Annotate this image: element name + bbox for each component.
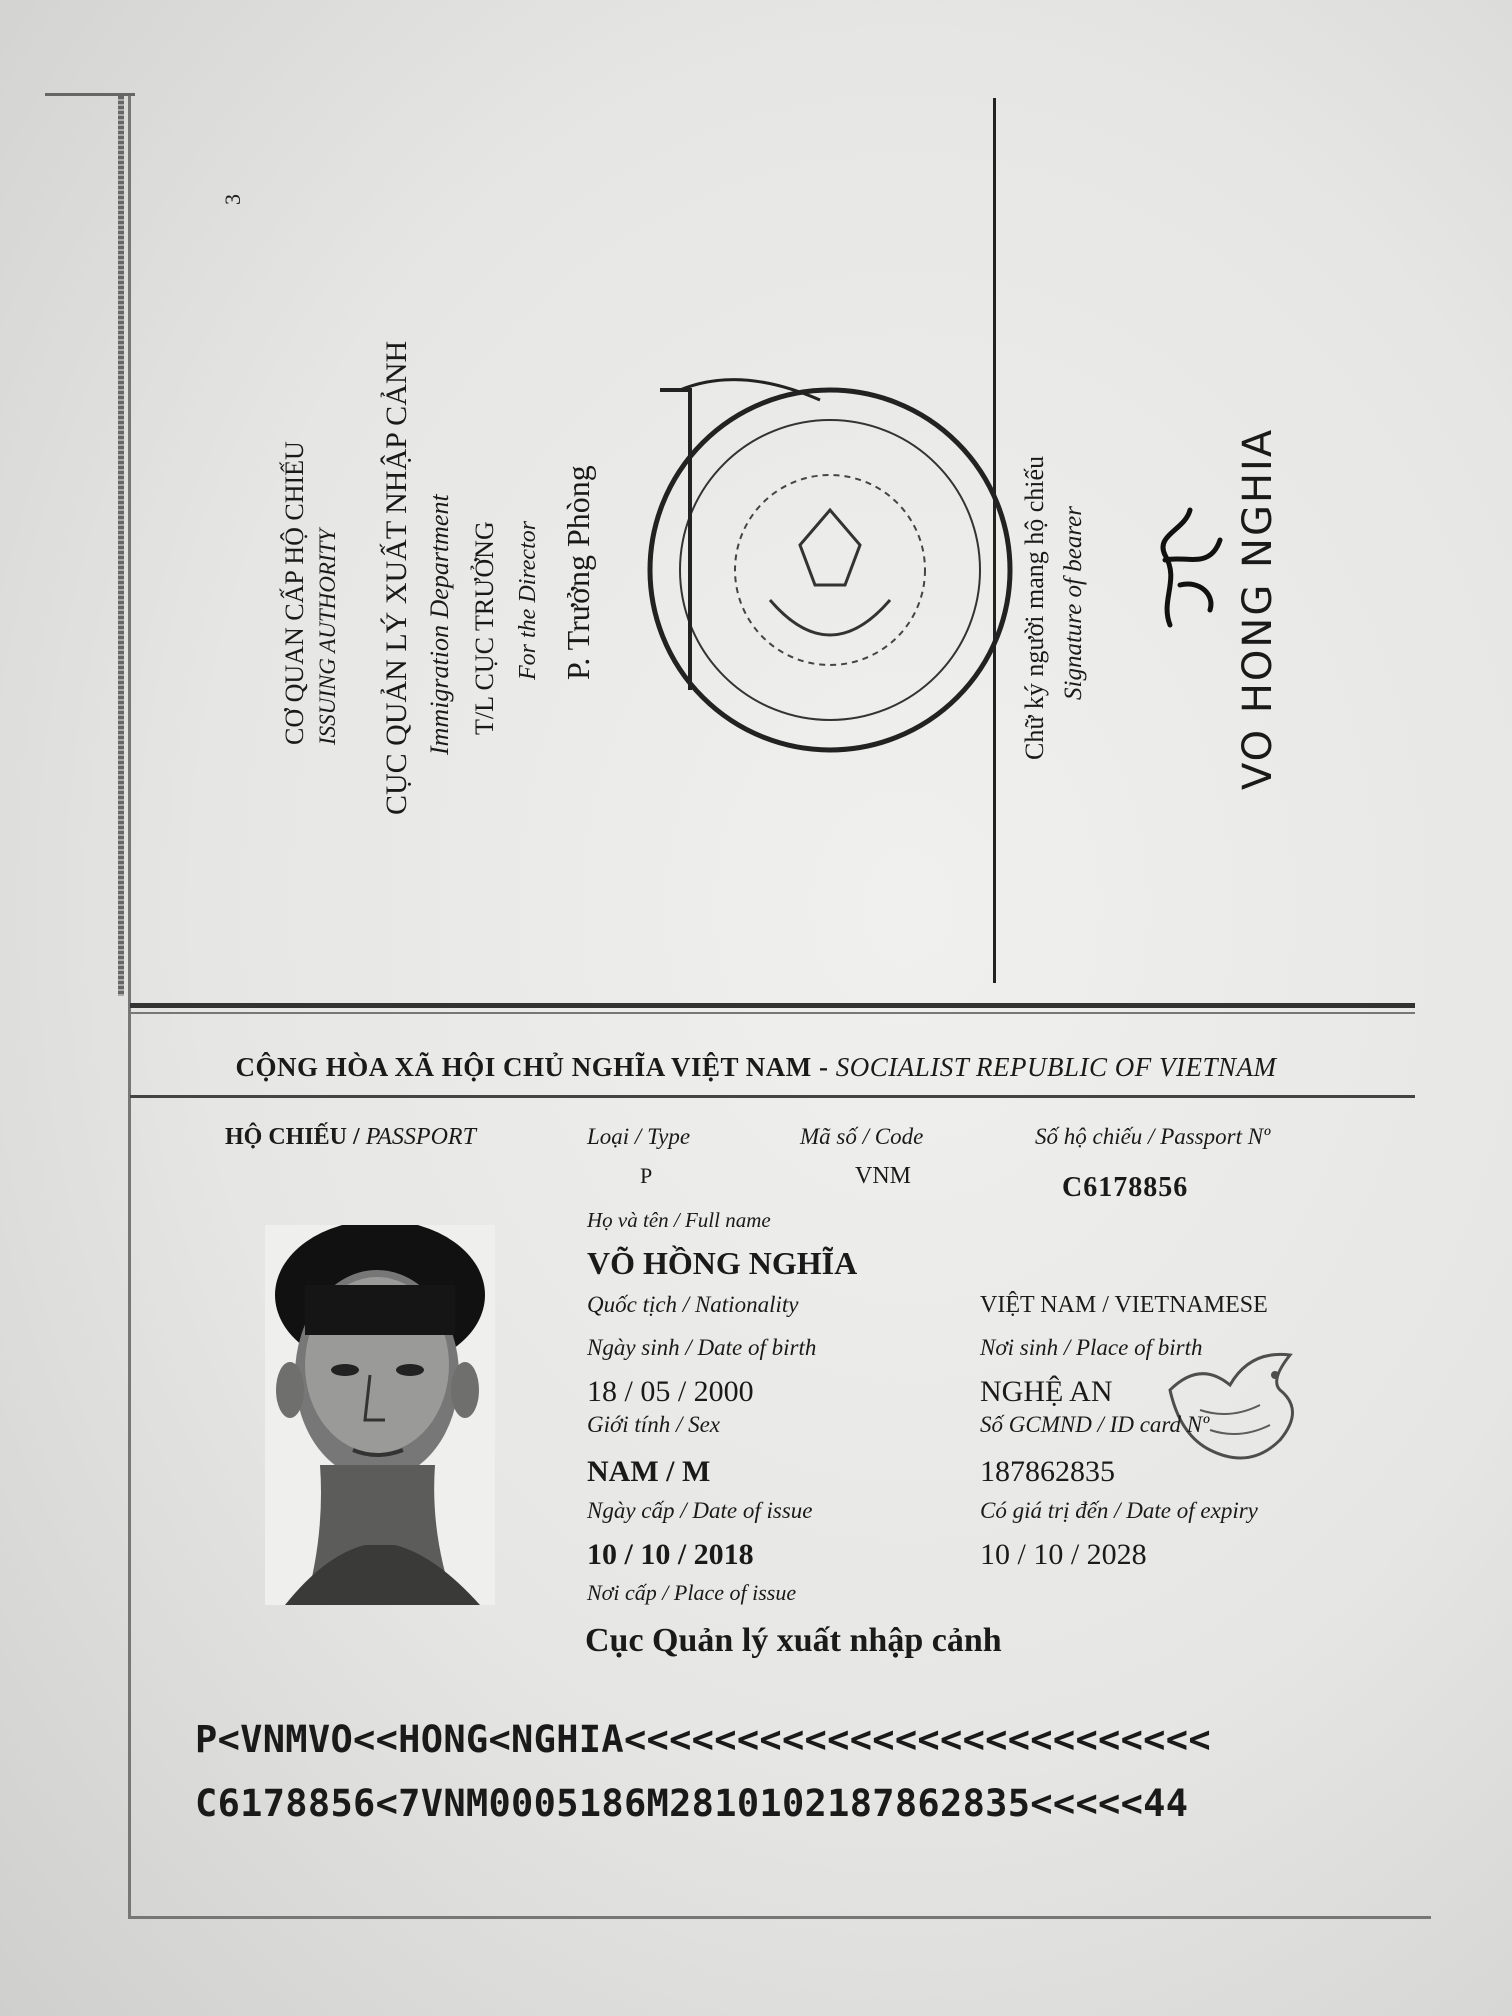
expiry-label: Có giá trị đến / Date of expiry <box>980 1498 1258 1523</box>
department-en: Immigration Department <box>425 494 454 755</box>
issuing-authority-vi: CƠ QUAN CẤP HỘ CHIẾU <box>280 441 309 745</box>
code-label: Mã số / Code <box>800 1124 924 1149</box>
issue-date-label: Ngày cấp / Date of issue <box>587 1498 813 1523</box>
dob-value: 18 / 05 / 2000 <box>587 1375 754 1408</box>
full-name-value: VÕ HỒNG NGHĨA <box>587 1245 858 1281</box>
dob-label: Ngày sinh / Date of birth <box>587 1335 817 1360</box>
official-seal-stamp <box>620 370 1020 770</box>
mrz-line-1: P<VNMVO<<HONG<NGHIA<<<<<<<<<<<<<<<<<<<<<<<<<< <box>195 1718 1211 1761</box>
page-number: 3 <box>220 194 245 205</box>
signature-column-divider <box>993 98 996 983</box>
page-divider <box>130 1003 1415 1008</box>
id-card-value: 187862835 <box>980 1455 1115 1488</box>
bearer-signature <box>1140 500 1230 630</box>
holder-photo <box>265 1225 495 1605</box>
passport-number-value: C6178856 <box>1062 1172 1189 1203</box>
type-label: Loại / Type <box>587 1124 691 1149</box>
signature-label-en: Signature of bearer <box>1060 506 1087 700</box>
upper-page <box>0 0 1512 1000</box>
type-value: P <box>640 1163 653 1188</box>
sex-value: NAM / M <box>587 1455 711 1488</box>
republic-header <box>0 1052 1512 1083</box>
for-director-en: For the Director <box>515 520 541 680</box>
issue-place-value: Cục Quản lý xuất nhập cảnh <box>585 1622 1002 1659</box>
full-name-label: Họ và tên / Full name <box>587 1208 771 1232</box>
signature-label-vi: Chữ ký người mang hộ chiếu <box>1020 455 1049 760</box>
pob-value: NGHỆ AN <box>980 1375 1113 1408</box>
dove-watermark <box>1160 1330 1310 1480</box>
nationality-value: VIỆT NAM / VIETNAMESE <box>980 1292 1268 1318</box>
passport-title-vi: HỘ CHIẾU / <box>225 1124 366 1150</box>
republic-vi: CỘNG HÒA XÃ HỘI CHỦ NGHĨA VIỆT NAM - <box>235 1052 836 1082</box>
sex-label: Giới tính / Sex <box>587 1412 721 1437</box>
republic-en: SOCIALIST REPUBLIC OF VIETNAM <box>835 1052 1277 1082</box>
mrz-line-2: C6178856<7VNM0005186M2810102187862835<<<<<44 <box>195 1782 1189 1825</box>
bearer-name-printed: VO HONG NGHIA <box>1235 427 1281 790</box>
id-card-label: Số GCMND / ID card Nº <box>980 1412 1210 1437</box>
page-divider-thin <box>130 1012 1415 1014</box>
passport-title <box>225 1124 476 1151</box>
passport-title-en: PASSPORT <box>365 1124 476 1150</box>
pob-label: Nơi sinh / Place of birth <box>980 1335 1203 1360</box>
nationality-label: Quốc tịch / Nationality <box>587 1292 799 1317</box>
division-chief: P. Trưởng Phòng <box>560 465 596 680</box>
tl-director-vi: T/L CỤC TRƯỞNG <box>470 521 499 735</box>
expiry-value: 10 / 10 / 2028 <box>980 1538 1147 1571</box>
header-divider <box>130 1095 1415 1098</box>
issue-date-value: 10 / 10 / 2018 <box>587 1538 754 1571</box>
issue-place-label: Nơi cấp / Place of issue <box>587 1580 797 1605</box>
issuing-authority-en: ISSUING AUTHORITY <box>315 528 340 745</box>
department-vi: CỤC QUẢN LÝ XUẤT NHẬP CẢNH <box>380 340 413 815</box>
code-value: VNM <box>855 1163 912 1189</box>
passport-number-label: Số hộ chiếu / Passport Nº <box>1035 1124 1271 1149</box>
